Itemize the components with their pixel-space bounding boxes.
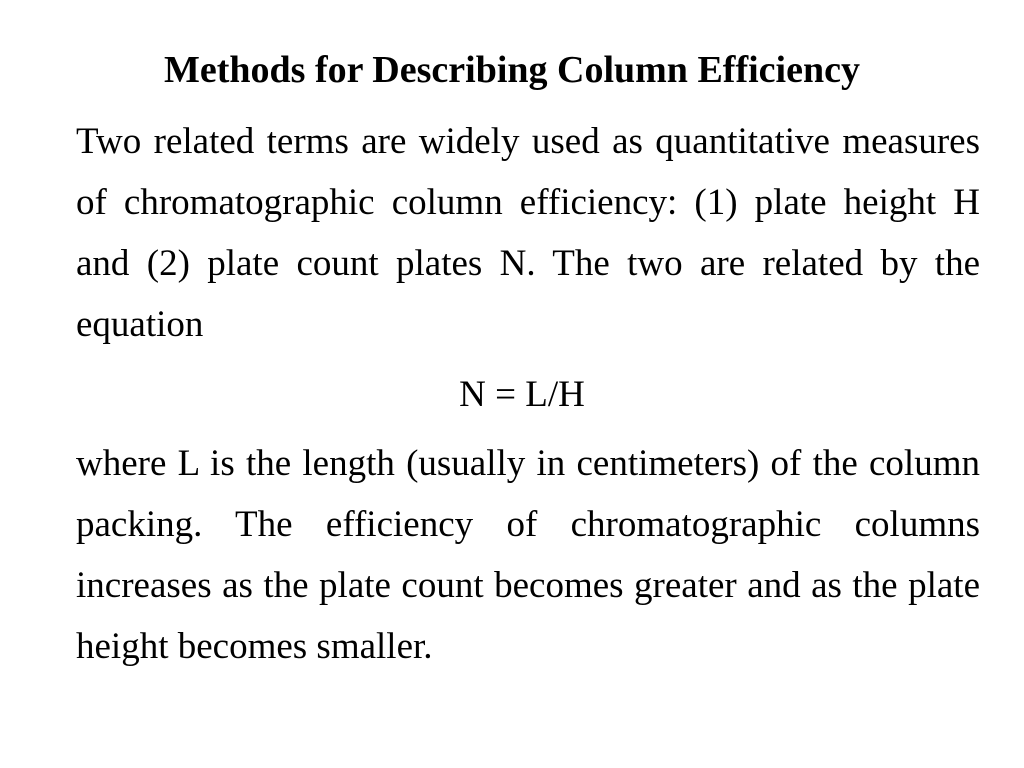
intro-paragraph: Two related terms are widely used as quantitative measures of chromatographic column efficiency: (1) plate height H and (2) plate count plates N. The two are related by the equation [76, 121, 980, 345]
slide-title: Methods for Describing Column Efficiency [164, 49, 860, 91]
explanation-paragraph: where L is the length (usually in centimeters) of the column packing. The efficiency of chromatographic columns increases as the plate count becomes greater and as the plate height becomes smaller. [76, 443, 980, 667]
equation: N = L/H [459, 374, 585, 415]
